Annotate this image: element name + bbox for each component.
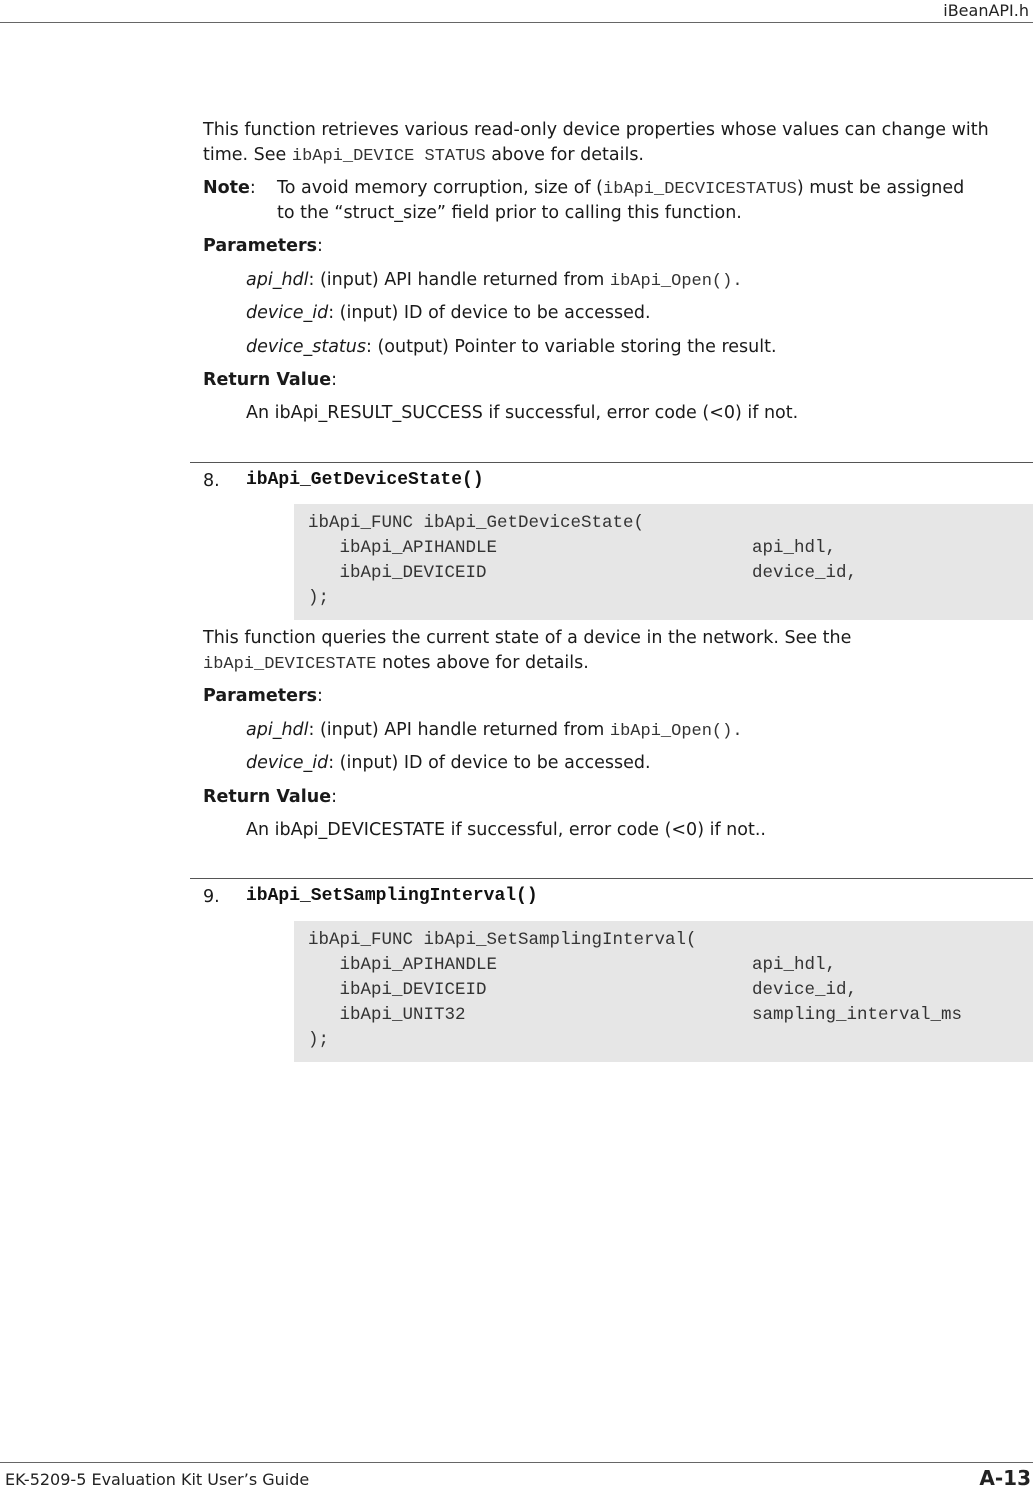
intro-paragraph-line-2	[203, 143, 644, 169]
code-text: ibApi_FUNC ibApi_SetSamplingInterval(	[308, 930, 697, 950]
intro-paragraph-line-1: This function retrieves various read-only device properties whose values can change with	[203, 120, 989, 140]
parameters-heading	[203, 684, 323, 709]
note-text: ) must be assigned	[796, 178, 965, 198]
page-number: A-13	[979, 1466, 1031, 1490]
code-line	[308, 513, 1033, 538]
section-divider	[190, 462, 1033, 463]
code-block	[294, 504, 1033, 620]
note-text: To avoid memory corruption, size of (	[277, 178, 603, 198]
code-line	[308, 563, 1033, 588]
function-heading: ibApi_SetSamplingInterval()	[246, 886, 538, 906]
inline-code: ibApi_Open().	[609, 272, 743, 291]
note-colon: :	[249, 178, 256, 198]
code-text: ibApi_FUNC ibApi_GetDeviceState(	[308, 513, 645, 533]
note-text-line-2: to the “struct_size” field prior to calling this function.	[277, 203, 742, 223]
param-api-hdl	[246, 718, 743, 744]
return-label: Return Value	[203, 370, 332, 390]
code-argument: device_id,	[752, 563, 858, 583]
parameters-label: Parameters	[203, 236, 317, 256]
code-argument: device_id,	[752, 980, 858, 1000]
parameters-heading	[203, 234, 323, 259]
code-line	[308, 538, 1033, 563]
param-name: api_hdl	[246, 270, 309, 290]
inline-code: ibApi_DEVICE STATUS	[291, 147, 486, 166]
param-name: device_id	[246, 753, 329, 773]
code-block	[294, 921, 1033, 1062]
code-line	[308, 588, 1033, 613]
intro-text: time. See	[203, 145, 292, 165]
footer-document-title: EK-5209-5 Evaluation Kit User’s Guide	[5, 1470, 310, 1489]
note-text-line-1	[277, 176, 964, 202]
function-heading: ibApi_GetDeviceState()	[246, 470, 484, 490]
code-line	[308, 980, 1033, 1005]
param-desc: : (input) API handle returned from	[308, 720, 610, 740]
code-text: ibApi_DEVICEID	[308, 563, 487, 583]
param-device-status	[246, 335, 777, 360]
param-device-id	[246, 301, 651, 326]
code-text: );	[308, 588, 330, 608]
section-number: 9.	[203, 887, 220, 907]
param-desc: : (input) ID of device to be accessed.	[328, 753, 651, 773]
colon: :	[317, 686, 323, 706]
note-label-text: Note	[203, 178, 250, 198]
param-name: device_status	[246, 337, 367, 357]
param-api-hdl	[246, 268, 743, 294]
code-argument: api_hdl,	[752, 538, 837, 558]
section-divider	[190, 878, 1033, 879]
code-text: );	[308, 1030, 330, 1050]
section-number: 8.	[203, 471, 220, 491]
return-value-text: An ibApi_DEVICESTATE if successful, error code (<0) if not..	[246, 820, 766, 840]
inline-code: ibApi_DECVICESTATUS	[603, 180, 797, 199]
intro-text: above for details.	[485, 145, 644, 165]
param-desc: : (input) ID of device to be accessed.	[328, 303, 651, 323]
param-device-id	[246, 751, 651, 776]
param-name: api_hdl	[246, 720, 309, 740]
return-value-heading	[203, 785, 337, 810]
code-text: ibApi_UNIT32	[308, 1005, 466, 1025]
code-text: ibApi_APIHANDLE	[308, 538, 498, 558]
code-line	[308, 955, 1033, 980]
return-value-text: An ibApi_RESULT_SUCCESS if successful, error code (<0) if not.	[246, 403, 799, 423]
header-divider	[0, 22, 1033, 23]
code-argument: api_hdl,	[752, 955, 837, 975]
param-desc: : (input) API handle returned from	[308, 270, 610, 290]
code-text: ibApi_DEVICEID	[308, 980, 487, 1000]
description-line-2	[203, 651, 589, 677]
code-text: ibApi_APIHANDLE	[308, 955, 498, 975]
return-label: Return Value	[203, 787, 332, 807]
footer-divider	[0, 1462, 1033, 1463]
colon: :	[331, 370, 337, 390]
description-line-1: This function queries the current state of a device in the network. See the	[203, 628, 852, 648]
description-text: notes above for details.	[376, 653, 589, 673]
note-label	[203, 176, 256, 201]
code-argument: sampling_interval_ms	[752, 1005, 963, 1025]
code-line	[308, 1005, 1033, 1030]
inline-code: ibApi_Open().	[609, 722, 743, 741]
code-line	[308, 1030, 1033, 1055]
code-line	[308, 930, 1033, 955]
inline-code: ibApi_DEVICESTATE	[203, 655, 377, 674]
colon: :	[317, 236, 323, 256]
param-name: device_id	[246, 303, 329, 323]
running-header-title: iBeanAPI.h	[943, 1, 1029, 20]
return-value-heading	[203, 368, 337, 393]
colon: :	[331, 787, 337, 807]
param-desc: : (output) Pointer to variable storing the result.	[366, 337, 777, 357]
parameters-label: Parameters	[203, 686, 317, 706]
